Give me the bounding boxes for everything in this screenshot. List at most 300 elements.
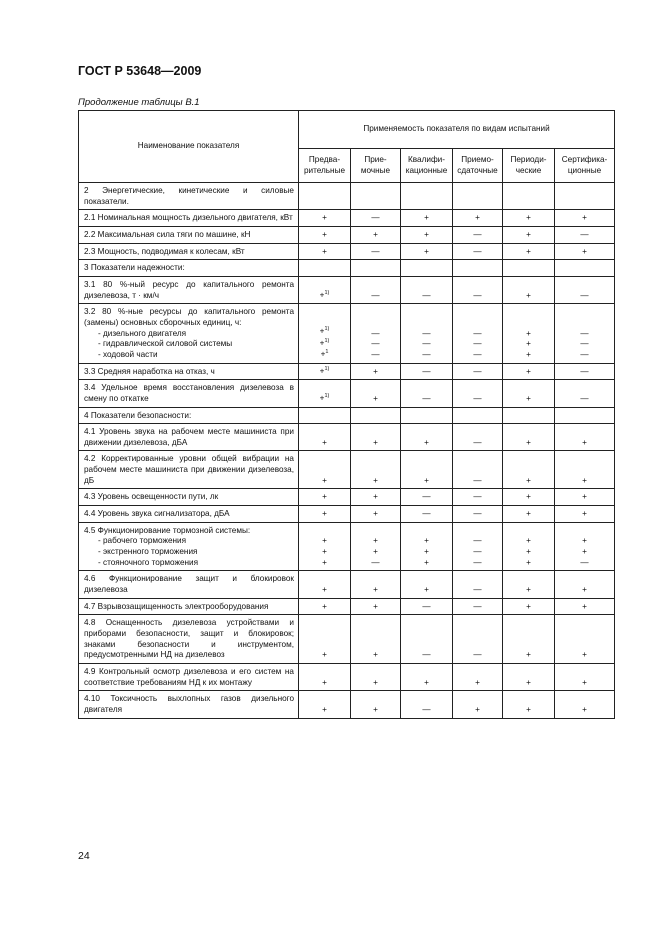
value-mark: — (422, 349, 431, 359)
value-cell (453, 407, 503, 424)
value-cell (299, 691, 351, 718)
value-cell (351, 276, 401, 303)
value-mark: — (473, 536, 482, 546)
footnote-mark: 1) (324, 337, 330, 344)
value-mark: + (526, 509, 531, 519)
value-cell (503, 226, 555, 243)
value-cell (401, 663, 453, 690)
value-mark: + (526, 366, 531, 376)
indicator-subitem: - дизельного двигателя (98, 328, 187, 338)
value-mark: + (373, 536, 378, 546)
value-cell (401, 451, 453, 489)
value-mark: + (582, 650, 587, 660)
value-mark: — (580, 328, 589, 338)
value-mark: + (424, 246, 429, 256)
indicator-name-text: 4.7 Взрывозащищенность электрооборудования (84, 601, 269, 611)
value-cell (503, 522, 555, 571)
indicator-name (79, 598, 299, 615)
column-header-name: Наименование показателя (79, 111, 299, 183)
value-mark: + (475, 213, 480, 223)
column-header-text: Периоди- (510, 154, 547, 164)
footnote-mark: 1) (324, 393, 330, 400)
table-row (79, 363, 615, 380)
value-cell (555, 183, 615, 210)
value-cell (555, 598, 615, 615)
value-cell (453, 598, 503, 615)
value-cell (555, 363, 615, 380)
value-mark: + (582, 509, 587, 519)
value-cell (401, 363, 453, 380)
value-mark: — (473, 650, 482, 660)
value-cell (299, 663, 351, 690)
value-cell (401, 506, 453, 523)
value-cell (351, 226, 401, 243)
column-header-applicability: Применяемость показателя по видам испытаний (299, 111, 615, 149)
column-header-test-type (351, 149, 401, 183)
value-cell (299, 363, 351, 380)
indicator-name (79, 489, 299, 506)
value-mark: + (373, 229, 378, 239)
value-cell (453, 243, 503, 260)
value-cell (351, 506, 401, 523)
value-mark: + (322, 650, 327, 660)
value-mark: — (422, 366, 431, 376)
table-row (79, 615, 615, 664)
column-header-test-type (401, 149, 453, 183)
value-cell (351, 615, 401, 664)
value-cell (453, 380, 503, 407)
value-mark: — (473, 339, 482, 349)
value-mark: — (473, 475, 482, 485)
value-cell (401, 380, 453, 407)
value-cell (503, 243, 555, 260)
value-cell (299, 506, 351, 523)
column-header-text: кационные (405, 165, 448, 175)
value-mark: + (424, 437, 429, 447)
value-mark: + (322, 213, 327, 223)
value-mark: — (371, 213, 380, 223)
value-cell (299, 380, 351, 407)
value-cell (351, 691, 401, 718)
value-cell (555, 304, 615, 363)
value-cell (351, 522, 401, 571)
indicator-name-text: 4.5 Функционирование тормозной системы: (84, 525, 251, 535)
value-mark: — (422, 492, 431, 502)
value-mark: — (473, 393, 482, 403)
value-cell (299, 407, 351, 424)
value-mark: + (424, 557, 429, 567)
value-mark: + (373, 547, 378, 557)
value-mark: + (526, 557, 531, 567)
value-mark: + (322, 437, 327, 447)
value-mark: + (526, 246, 531, 256)
indicator-name-text: 4.6 Функционирование защит и блокировок дизелевоза (84, 574, 294, 595)
table-row (79, 598, 615, 615)
value-cell (555, 691, 615, 718)
indicator-name-text: 4.10 Токсичность выхлопных газов дизельного двигателя (84, 694, 294, 714)
value-cell (351, 210, 401, 227)
indicator-name (79, 276, 299, 303)
value-cell (453, 260, 503, 277)
value-mark: + (373, 366, 378, 376)
value-mark: — (580, 339, 589, 349)
value-mark: + (582, 677, 587, 687)
value-cell (401, 304, 453, 363)
value-mark: + (526, 349, 531, 359)
document-header: ГОСТ Р 53648—2009 (78, 64, 202, 78)
value-cell (351, 183, 401, 210)
value-cell (401, 407, 453, 424)
value-mark: + (322, 492, 327, 502)
value-mark: + (322, 475, 327, 485)
indicator-subitem: - стояночного торможения (98, 557, 199, 567)
value-mark: — (580, 290, 589, 300)
value-mark: + (373, 650, 378, 660)
value-mark: + (582, 585, 587, 595)
table-row (79, 407, 615, 424)
value-mark: — (371, 290, 380, 300)
value-cell (351, 663, 401, 690)
column-header-text: Сертифика- (561, 154, 608, 164)
value-mark: — (473, 328, 482, 338)
value-mark: + (526, 475, 531, 485)
value-mark: + (322, 677, 327, 687)
value-mark: + (424, 547, 429, 557)
column-header-text: ционные (567, 165, 602, 175)
value-mark: — (473, 601, 482, 611)
value-mark: + (526, 213, 531, 223)
value-mark: — (473, 290, 482, 300)
indicator-name (79, 260, 299, 277)
value-mark: + (526, 650, 531, 660)
value-mark: — (473, 492, 482, 502)
value-mark: + (319, 290, 325, 300)
value-cell (351, 407, 401, 424)
table-row (79, 451, 615, 489)
value-cell (351, 489, 401, 506)
value-cell (401, 210, 453, 227)
value-cell (401, 276, 453, 303)
value-mark: + (424, 677, 429, 687)
value-mark: + (319, 338, 325, 348)
indicator-name (79, 663, 299, 690)
table-row (79, 380, 615, 407)
indicator-name-text: 2.1 Номинальная мощность дизельного двигателя, кВт (84, 213, 293, 223)
value-mark: — (371, 349, 380, 359)
value-mark: + (322, 536, 327, 546)
value-mark: + (424, 213, 429, 223)
value-cell (401, 615, 453, 664)
table-row (79, 571, 615, 598)
value-cell (503, 615, 555, 664)
table-row (79, 304, 615, 363)
value-mark: + (582, 213, 587, 223)
value-cell (401, 183, 453, 210)
table-row (79, 183, 615, 210)
indicator-name-text: 4.4 Уровень звука сигнализатора, дБА (84, 509, 230, 519)
value-cell (453, 615, 503, 664)
column-header-test-type (453, 149, 503, 183)
indicator-name-text: 4.9 Контрольный осмотр дизелевоза и его систем на соответствие требованиям НД к их монтажу (84, 666, 294, 687)
value-cell (401, 598, 453, 615)
value-cell (453, 506, 503, 523)
value-mark: + (582, 601, 587, 611)
value-cell (503, 276, 555, 303)
value-mark: + (526, 290, 531, 300)
indicator-subitem: - ходовой части (98, 349, 158, 359)
value-mark: + (424, 585, 429, 595)
value-cell (299, 522, 351, 571)
indicator-name (79, 424, 299, 451)
value-mark: — (371, 339, 380, 349)
footnote-mark: 1) (324, 289, 330, 296)
value-mark: + (582, 492, 587, 502)
value-cell (555, 615, 615, 664)
column-header-test-type (299, 149, 351, 183)
indicator-name (79, 363, 299, 380)
page-number: 24 (78, 850, 90, 862)
column-header-test-type (503, 149, 555, 183)
indicator-name (79, 451, 299, 489)
column-header-text: Предва- (308, 154, 341, 164)
column-header-text: ческие (515, 165, 542, 175)
value-mark: + (373, 492, 378, 502)
value-cell (401, 424, 453, 451)
value-cell (299, 243, 351, 260)
value-mark: — (371, 328, 380, 338)
indicator-name-text: 4.1 Уровень звука на рабочем месте машиниста при движении дизелевоза, дБА (84, 427, 294, 447)
table-row (79, 226, 615, 243)
footnote-mark: 1) (324, 326, 330, 333)
value-cell (299, 451, 351, 489)
value-mark: — (422, 339, 431, 349)
applicability-table (78, 110, 615, 719)
value-cell (351, 380, 401, 407)
indicator-name (79, 691, 299, 718)
value-mark: + (322, 585, 327, 595)
value-cell (503, 260, 555, 277)
value-mark: + (319, 393, 325, 403)
indicator-name-text: 2.2 Максимальная сила тяги по машине, кН (84, 229, 251, 239)
value-cell (351, 260, 401, 277)
value-cell (503, 506, 555, 523)
value-mark: + (526, 328, 531, 338)
value-mark: — (580, 557, 589, 567)
value-cell (299, 260, 351, 277)
value-cell (555, 522, 615, 571)
value-mark: — (422, 328, 431, 338)
value-cell (555, 243, 615, 260)
indicator-name (79, 380, 299, 407)
value-cell (401, 226, 453, 243)
value-cell (555, 226, 615, 243)
table-caption: Продолжение таблицы В.1 (78, 97, 200, 108)
indicator-name-text: 3.4 Удельное время восстановления дизелевоза в смену по откатке (84, 383, 294, 403)
value-mark: + (526, 677, 531, 687)
indicator-name-text: 3 Показатели надежности: (84, 263, 185, 273)
indicator-name (79, 407, 299, 424)
value-cell (299, 304, 351, 363)
value-mark: — (371, 557, 380, 567)
value-cell (299, 598, 351, 615)
value-cell (351, 571, 401, 598)
value-cell (555, 571, 615, 598)
value-cell (453, 183, 503, 210)
value-mark: — (371, 246, 380, 256)
value-mark: — (580, 393, 589, 403)
value-mark: — (422, 601, 431, 611)
value-cell (299, 183, 351, 210)
value-mark: + (373, 601, 378, 611)
value-cell (453, 210, 503, 227)
value-mark: + (582, 437, 587, 447)
value-cell (555, 276, 615, 303)
value-cell (299, 489, 351, 506)
column-header-text: Прие- (364, 154, 387, 164)
value-mark: — (473, 229, 482, 239)
value-mark: + (526, 704, 531, 714)
table-row (79, 243, 615, 260)
column-header-text: сдаточные (457, 165, 498, 175)
value-mark: + (373, 437, 378, 447)
value-cell (453, 363, 503, 380)
value-mark: — (473, 246, 482, 256)
value-cell (503, 691, 555, 718)
value-mark: — (580, 349, 589, 359)
value-mark: — (422, 650, 431, 660)
value-mark: + (424, 229, 429, 239)
indicator-name (79, 210, 299, 227)
indicator-name (79, 183, 299, 210)
value-cell (453, 691, 503, 718)
value-mark: + (322, 547, 327, 557)
value-mark: + (526, 601, 531, 611)
value-mark: + (526, 229, 531, 239)
value-mark: — (580, 366, 589, 376)
value-cell (503, 424, 555, 451)
value-cell (503, 363, 555, 380)
indicator-name-text: 4.2 Корректированные уровни общей вибрации на рабочем месте машиниста при движении дизелевоза, дБ (84, 454, 294, 485)
value-mark: + (582, 536, 587, 546)
value-mark: + (320, 349, 326, 359)
value-cell (453, 226, 503, 243)
indicator-name-text: 3.2 80 %-ные ресурсы до капитального ремонта (замены) основных сборочных единиц, ч: (84, 307, 294, 327)
value-mark: + (526, 536, 531, 546)
value-cell (351, 304, 401, 363)
value-mark: + (475, 677, 480, 687)
value-cell (555, 506, 615, 523)
indicator-name-text: 2 Энергетические, кинетические и силовые показатели. (84, 186, 294, 206)
value-cell (351, 363, 401, 380)
value-cell (401, 243, 453, 260)
value-cell (555, 407, 615, 424)
footnote-mark: 1) (324, 365, 330, 372)
indicator-name (79, 226, 299, 243)
column-header-text: Квалифи- (408, 154, 445, 164)
value-mark: + (526, 339, 531, 349)
value-mark: + (322, 229, 327, 239)
value-cell (503, 210, 555, 227)
value-cell (555, 489, 615, 506)
value-mark: + (322, 246, 327, 256)
value-cell (453, 663, 503, 690)
table-row (79, 276, 615, 303)
value-mark: + (582, 475, 587, 485)
value-mark: — (473, 585, 482, 595)
value-mark: + (424, 536, 429, 546)
indicator-name-text: 3.1 80 %-ный ресурс до капитального ремонта дизелевоза, т · км/ч (84, 279, 294, 300)
value-cell (299, 571, 351, 598)
indicator-name-text: 3.3 Средняя наработка на отказ, ч (84, 366, 215, 376)
value-cell (503, 304, 555, 363)
value-cell (401, 691, 453, 718)
value-mark: — (422, 393, 431, 403)
value-cell (401, 489, 453, 506)
value-cell (453, 424, 503, 451)
indicator-name (79, 615, 299, 664)
value-cell (503, 183, 555, 210)
value-cell (503, 407, 555, 424)
value-mark: + (322, 557, 327, 567)
column-header-test-type (555, 149, 615, 183)
value-mark: + (322, 509, 327, 519)
footnote-mark: 1 (325, 349, 329, 356)
value-cell (351, 451, 401, 489)
value-mark: + (526, 492, 531, 502)
value-mark: — (473, 437, 482, 447)
value-mark: + (424, 475, 429, 485)
value-cell (555, 451, 615, 489)
value-cell (299, 226, 351, 243)
value-cell (401, 522, 453, 571)
value-cell (351, 424, 401, 451)
value-mark: — (473, 547, 482, 557)
table-row (79, 663, 615, 690)
value-mark: + (319, 327, 325, 337)
value-cell (555, 663, 615, 690)
value-cell (503, 489, 555, 506)
value-cell (555, 424, 615, 451)
column-header-text: Приемо- (461, 154, 494, 164)
indicator-subitem: - экстренного торможения (98, 547, 198, 557)
value-mark: + (373, 704, 378, 714)
indicator-subitem: - рабочего торможения (98, 536, 187, 546)
value-cell (555, 380, 615, 407)
table-row (79, 260, 615, 277)
value-mark: — (473, 509, 482, 519)
value-mark: + (373, 393, 378, 403)
value-cell (503, 451, 555, 489)
value-mark: + (322, 601, 327, 611)
table-row (79, 506, 615, 523)
column-header-text: рительные (303, 165, 346, 175)
value-mark: + (373, 509, 378, 519)
value-cell (555, 210, 615, 227)
value-cell (299, 424, 351, 451)
table-row (79, 424, 615, 451)
value-cell (453, 489, 503, 506)
value-mark: — (580, 229, 589, 239)
value-mark: + (582, 704, 587, 714)
value-cell (299, 210, 351, 227)
indicator-name-text: 4.3 Уровень освещенности пути, лк (84, 492, 219, 502)
value-cell (401, 260, 453, 277)
column-header-text: мочные (360, 165, 391, 175)
value-cell (299, 615, 351, 664)
value-cell (351, 598, 401, 615)
value-cell (503, 663, 555, 690)
value-cell (299, 276, 351, 303)
